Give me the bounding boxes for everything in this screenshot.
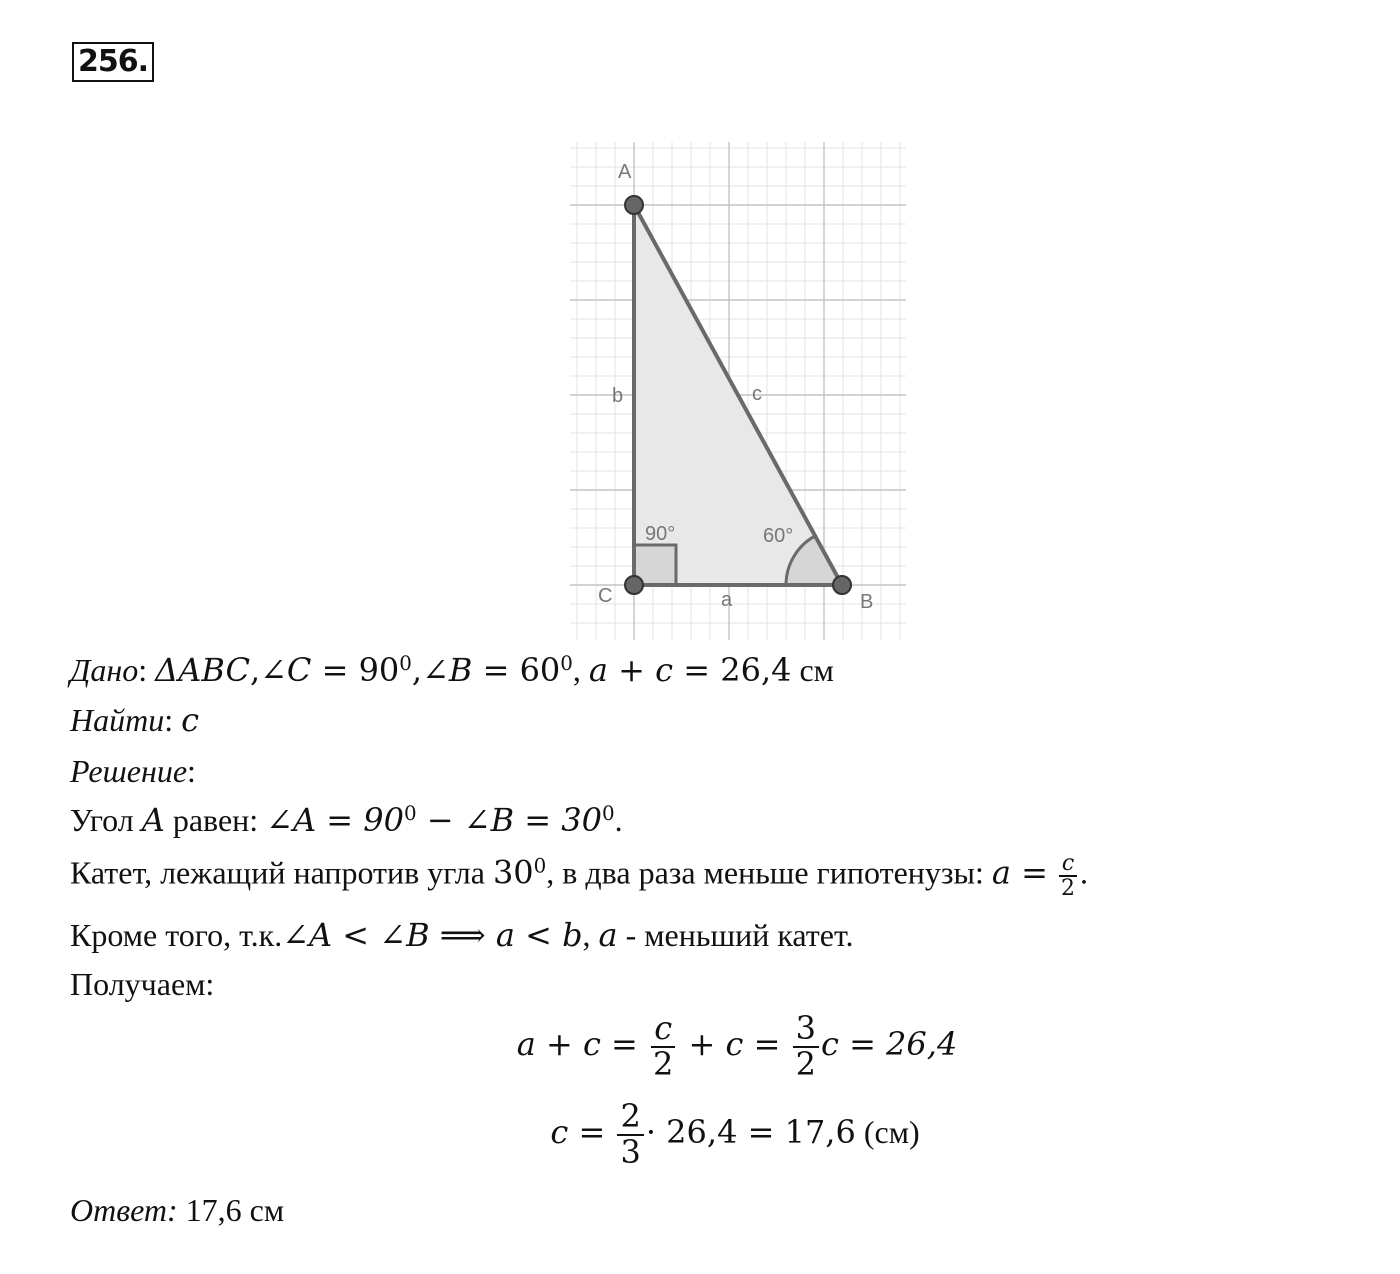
step2-fraction-den: 2 bbox=[1060, 876, 1075, 902]
step3-text1: Кроме того, т.к. bbox=[70, 917, 283, 953]
eq2-fraction bbox=[617, 1097, 643, 1171]
step2-fraction bbox=[1058, 852, 1078, 900]
step1-expr2: − ∠B = 30 bbox=[416, 801, 602, 839]
step2-text: Катет, лежащий напротив угла bbox=[70, 854, 493, 891]
find-target: c bbox=[181, 701, 200, 739]
step2-degree: 0 bbox=[533, 854, 547, 878]
given-degree-c: 0 bbox=[399, 652, 412, 676]
find-colon: : bbox=[164, 702, 174, 738]
given-angle-c: ∠C bbox=[260, 651, 312, 689]
eq2-fraction-den: 3 bbox=[620, 1132, 641, 1171]
step4-line bbox=[70, 964, 214, 1004]
given-angle-b-value: 60 bbox=[519, 651, 561, 689]
find-label: Найти bbox=[70, 702, 165, 738]
eq1-part1: a + c = bbox=[516, 1025, 638, 1064]
vertex-b-point bbox=[833, 576, 851, 594]
given-angle-c-value: 90 bbox=[358, 651, 400, 689]
step3-var: a bbox=[598, 916, 618, 954]
given-colon: : bbox=[138, 652, 148, 688]
side-c-label: c bbox=[752, 383, 762, 405]
step3-expr: ∠A < ∠B ⟹ a < b bbox=[282, 916, 583, 954]
equation-1 bbox=[0, 1009, 1400, 1083]
step2-end: . bbox=[1079, 854, 1088, 891]
triangle-figure bbox=[570, 142, 906, 640]
step3-comma: , bbox=[582, 917, 599, 953]
given-degree-b: 0 bbox=[560, 652, 573, 676]
vertex-c-point bbox=[625, 576, 643, 594]
eq2-part2: · 26,4 = 17,6 bbox=[645, 1113, 856, 1152]
eq1-fraction-1-den: 2 bbox=[653, 1044, 674, 1083]
step4-text: Получаем: bbox=[70, 966, 215, 1002]
step1-line bbox=[70, 800, 623, 840]
step1-text1: Угол bbox=[70, 802, 142, 838]
problem-number: 256. bbox=[72, 42, 154, 82]
eq2-part1: c = bbox=[550, 1113, 606, 1152]
given-triangle: ΔABC bbox=[155, 651, 250, 689]
given-label: Дано bbox=[70, 652, 139, 688]
solution-colon: : bbox=[187, 753, 196, 789]
given-angle-b: ∠B bbox=[422, 651, 473, 689]
step1-var: A bbox=[141, 801, 165, 839]
answer-line bbox=[70, 1190, 284, 1230]
find-line bbox=[70, 700, 199, 740]
side-a-label: a bbox=[721, 589, 733, 611]
answer-label: Ответ: bbox=[70, 1192, 178, 1228]
step1-degree2: 0 bbox=[601, 802, 615, 826]
step2-lhs: a = bbox=[991, 853, 1048, 892]
eq1-fraction-1-num: c bbox=[651, 1012, 675, 1048]
eq2-unit: (см) bbox=[855, 1114, 920, 1151]
eq1-part3: c = 26,4 bbox=[820, 1025, 958, 1064]
step2-fraction-num: c bbox=[1059, 852, 1077, 877]
step2-angle: 30 bbox=[492, 853, 534, 892]
eq1-fraction-2 bbox=[793, 1009, 819, 1083]
step2-line bbox=[70, 852, 1088, 900]
step3-text2: - меньший катет. bbox=[617, 917, 854, 953]
step1-expr1: ∠A = 90 bbox=[266, 801, 404, 839]
vertex-a-label: A bbox=[618, 161, 632, 183]
eq1-fraction-2-den: 2 bbox=[795, 1044, 816, 1083]
step1-end: . bbox=[614, 802, 623, 838]
step2-text2: , в два раза меньше гипотенузы: bbox=[546, 854, 992, 891]
given-sum-value: 26,4 bbox=[720, 651, 792, 689]
solution-label: Решение bbox=[70, 753, 188, 789]
angle-c-label: 90° bbox=[645, 523, 676, 545]
eq2-fraction-num: 2 bbox=[617, 1100, 643, 1136]
solution-line bbox=[70, 751, 196, 791]
equation-2 bbox=[0, 1097, 1400, 1171]
vertex-a-point bbox=[625, 196, 643, 214]
step1-degree1: 0 bbox=[403, 802, 417, 826]
side-b-label: b bbox=[612, 385, 624, 407]
answer-value: 17,6 см bbox=[177, 1192, 285, 1228]
eq1-part2: + c = bbox=[688, 1025, 781, 1064]
vertex-b-label: B bbox=[860, 591, 874, 613]
angle-b-label: 60° bbox=[763, 525, 794, 547]
vertex-c-label: C bbox=[598, 585, 613, 607]
eq1-fraction-2-num: 3 bbox=[793, 1012, 819, 1048]
given-unit: см bbox=[799, 652, 834, 688]
given-sum-expr: a + c bbox=[588, 651, 674, 689]
step3-line bbox=[70, 915, 854, 955]
step1-text2: равен: bbox=[164, 802, 267, 838]
eq1-fraction-1 bbox=[650, 1009, 676, 1083]
given-line: Дано: ΔABC,∠C = $90^0,\angle B = 60^0$, a + c = 26,4 см bbox=[70, 651, 834, 689]
